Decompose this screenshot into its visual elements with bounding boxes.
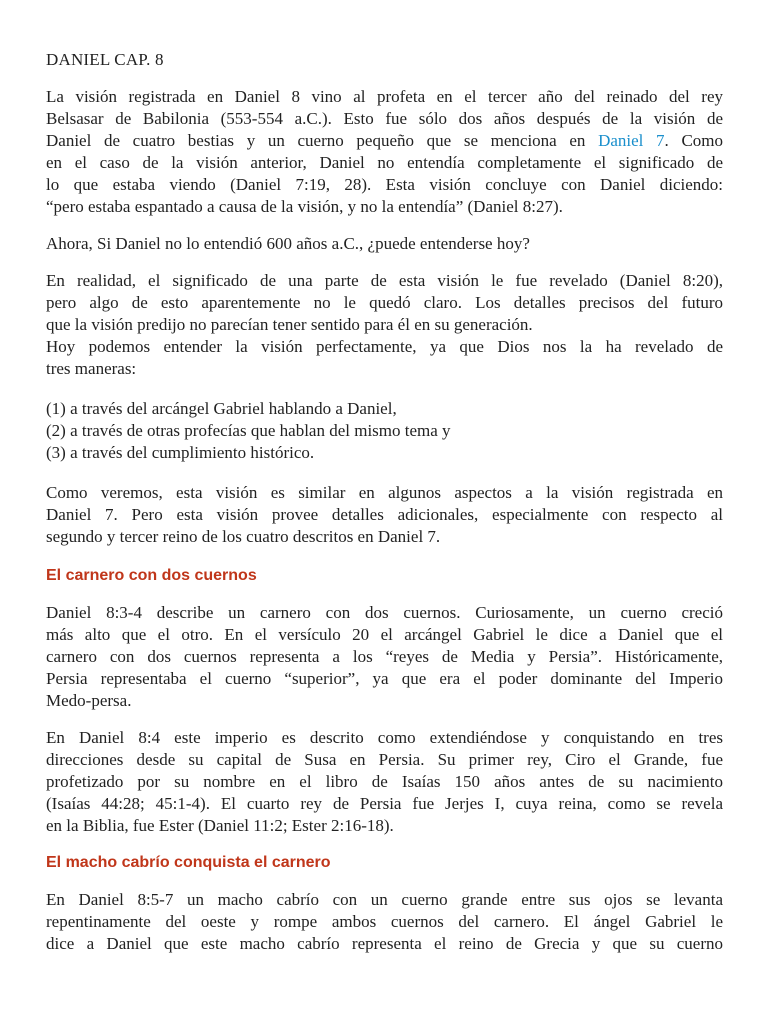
paragraph-comparison — [46, 482, 723, 548]
section-heading-ram: El carnero con dos cuernos — [46, 567, 257, 584]
paragraph-persia — [46, 727, 723, 837]
text-line: direcciones desde su capital de Susa en Persia. Su primer rey, Ciro el Grande, fue — [46, 750, 723, 769]
paragraph-ram — [46, 602, 723, 712]
ways-list — [46, 398, 723, 464]
list-item: (2) a través de otras profecías que hablan del mismo tema y — [46, 421, 451, 440]
text-line: que la visión predijo no parecían tener sentido para él en su generación. — [46, 315, 533, 334]
text-line: Ahora, Si Daniel no lo entendió 600 años a.C., ¿puede entenderse hoy? — [46, 234, 530, 253]
text-line: (Isaías 44:28; 45:1-4). El cuarto rey de Persia fue Jerjes I, cuya reina, como se revela — [46, 794, 723, 813]
text-line: pero algo de esto aparentemente no le quedó claro. Los detalles precisos del futuro — [46, 293, 723, 312]
text-line: Belsasar de Babilonia (553-554 a.C.). Esto fue sólo dos años después de la visión de — [46, 109, 723, 128]
text-line: En realidad, el significado de una parte de esta visión le fue revelado (Daniel 8:20), — [46, 271, 723, 290]
text-line: En Daniel 8:4 este imperio es descrito como extendiéndose y conquistando en tres — [46, 728, 723, 747]
text-line: más alto que el otro. En el versículo 20 el arcángel Gabriel le dice a Daniel que el — [46, 625, 723, 644]
text-line: En Daniel 8:5-7 un macho cabrío con un cuerno grande entre sus ojos se levanta — [46, 890, 723, 909]
paragraph-goat — [46, 889, 723, 955]
daniel-7-link[interactable]: Daniel 7 — [598, 131, 665, 150]
text-line: en la Biblia, fue Ester (Daniel 11:2; Ester 2:16-18). — [46, 816, 394, 835]
text-line: repentinamente del oeste y rompe ambos cuernos del carnero. El ángel Gabriel le — [46, 912, 723, 931]
text-line: “pero estaba espantado a causa de la visión, y no la entendía” (Daniel 8:27). — [46, 197, 563, 216]
text-segment: Daniel de cuatro bestias y un cuerno pequeño que se menciona en — [46, 131, 586, 150]
text-line: dice a Daniel que este macho cabrío representa el reino de Grecia y que su cuerno — [46, 934, 723, 953]
text-line: Daniel 7. Pero esta visión provee detalles adicionales, especialmente con respecto al — [46, 505, 723, 524]
paragraph-meaning — [46, 270, 723, 380]
section-heading-goat: El macho cabrío conquista el carnero — [46, 854, 331, 871]
list-item: (3) a través del cumplimiento histórico. — [46, 443, 315, 462]
text-line: Como veremos, esta visión es similar en algunos aspectos a la visión registrada en — [46, 483, 723, 502]
text-line: carnero con dos cuernos representa a los “reyes de Media y Persia”. Históricamente, — [46, 647, 723, 666]
text-line: Persia representaba el cuerno “superior”, ya que era el poder dominante del Imperio — [46, 669, 723, 688]
text-line: tres maneras: — [46, 359, 137, 378]
text-line: segundo y tercer reino de los cuatro descritos en Daniel 7. — [46, 527, 441, 546]
paragraph-question — [46, 233, 723, 255]
text-line: en el caso de la visión anterior, Daniel no entendía completamente el significado de — [46, 153, 723, 172]
text-line — [46, 130, 723, 152]
text-segment: . Como — [664, 131, 724, 150]
text-line: profetizado por su nombre en el libro de Isaías 150 años antes de su nacimiento — [46, 772, 723, 791]
paragraph-intro — [46, 86, 723, 218]
text-line: Hoy podemos entender la visión perfectamente, ya que Dios nos la ha revelado de — [46, 337, 723, 356]
text-line: Daniel 8:3-4 describe un carnero con dos cuernos. Curiosamente, un cuerno creció — [46, 603, 723, 622]
document-title: DANIEL CAP. 8 — [46, 50, 164, 69]
list-item: (1) a través del arcángel Gabriel hablando a Daniel, — [46, 399, 397, 418]
text-line: Medo-persa. — [46, 691, 132, 710]
text-line: lo que estaba viendo (Daniel 7:19, 28). Esta visión concluye con Daniel diciendo: — [46, 175, 723, 194]
text-line: La visión registrada en Daniel 8 vino al profeta en el tercer año del reinado del rey — [46, 87, 723, 106]
